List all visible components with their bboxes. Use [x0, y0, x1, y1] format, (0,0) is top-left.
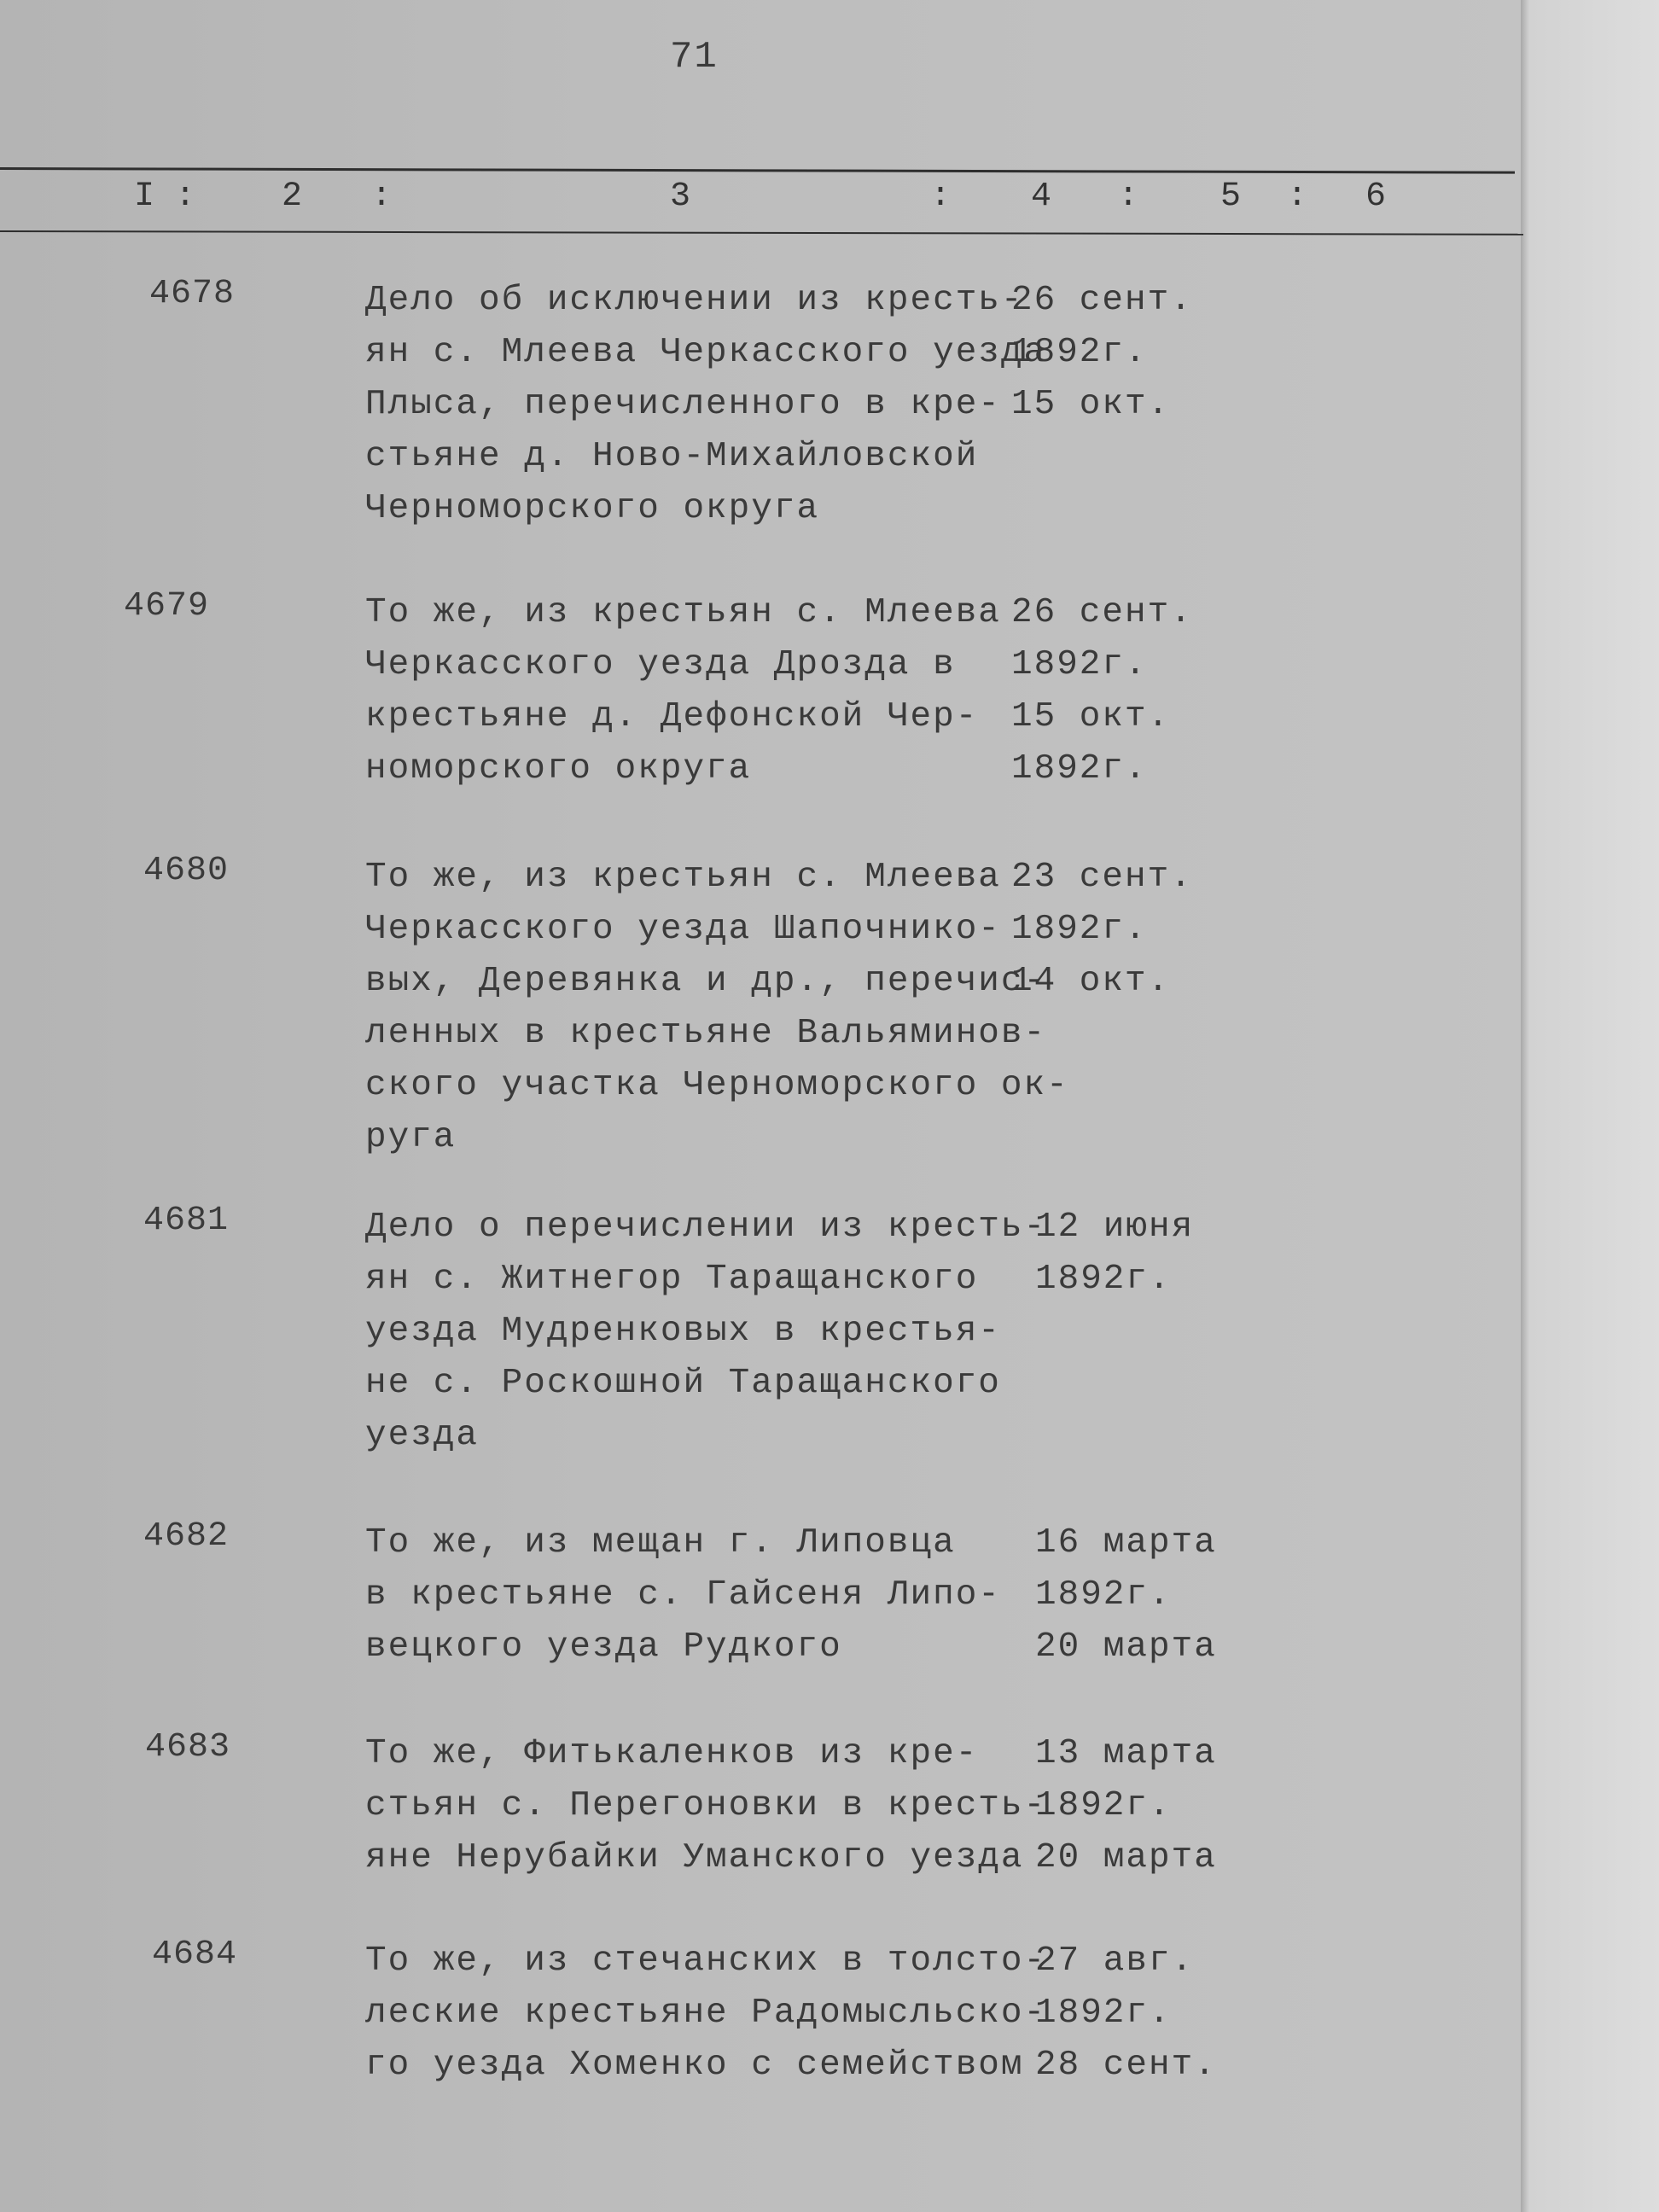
column-separator: : [175, 178, 196, 216]
column-header-4: 4 [1031, 178, 1052, 216]
description-line: То же, из крестьян с. Млеева [365, 593, 1001, 632]
entry-dates [1035, 1202, 1194, 1306]
entry-description [365, 275, 1047, 535]
date-line: 1892г. [1011, 749, 1148, 789]
page-number: 71 [670, 36, 719, 79]
column-header-1: I [134, 178, 155, 216]
entry-dates [1011, 587, 1193, 795]
description-line: То же, Фитькаленков из кре- [365, 1734, 979, 1773]
description-line: руга [365, 1118, 457, 1157]
description-line: ян с. Житнегор Таращанского [365, 1260, 979, 1299]
entry-description [365, 1202, 1047, 1462]
date-line: 1892г. [1035, 1260, 1172, 1299]
entry-description [365, 1936, 1047, 2092]
date-line: 27 авг. [1035, 1941, 1195, 1981]
date-line: 16 марта [1035, 1523, 1217, 1563]
column-header-3: 3 [670, 178, 691, 216]
entry-description [365, 852, 1069, 1164]
description-line: Дело об исключении из кресть- [365, 281, 1024, 320]
description-line: крестьяне д. Дефонской Чер- [365, 697, 979, 736]
entry-number: 4679 [124, 587, 210, 626]
entry-dates [1035, 1517, 1217, 1674]
description-line: Черноморского округа [365, 489, 820, 528]
date-line: 28 сент. [1035, 2046, 1217, 2085]
entry-number: 4681 [143, 1202, 230, 1240]
description-line: стьян с. Перегоновки в кресть- [365, 1786, 1047, 1825]
column-header-5: 5 [1220, 178, 1242, 216]
column-header-2: 2 [282, 178, 303, 216]
entry-dates [1035, 1936, 1217, 2092]
date-line: 13 марта [1035, 1734, 1217, 1773]
description-line: го уезда Хоменко с семейством [365, 2046, 1024, 2085]
page-edge [1521, 0, 1659, 2212]
description-line: в крестьяне с. Гайсеня Липо- [365, 1575, 1001, 1615]
description-line: вецкого уезда Рудкого [365, 1627, 842, 1667]
entry-dates [1035, 1728, 1217, 1884]
column-separator: : [1287, 178, 1308, 216]
date-line: 12 июня [1035, 1208, 1195, 1247]
description-line: уезда Мудренковых в крестья- [365, 1312, 1001, 1351]
column-separator: : [930, 178, 952, 216]
description-line: Плыса, перечисленного в кре- [365, 385, 1001, 424]
description-line: вых, Деревянка и др., перечис- [365, 962, 1047, 1001]
entry-number: 4684 [152, 1936, 238, 1974]
date-line: 1892г. [1035, 1994, 1172, 2033]
entry-number: 4678 [149, 275, 236, 313]
description-line: не с. Роскошной Таращанского [365, 1364, 1001, 1403]
description-line: То же, из крестьян с. Млеева [365, 858, 1001, 897]
entry-description [365, 587, 1022, 795]
date-line: 15 окт. [1011, 385, 1171, 424]
description-line: номорского округа [365, 749, 752, 789]
entry-dates [1011, 852, 1193, 1008]
date-line: 1892г. [1035, 1575, 1172, 1615]
date-line: 1892г. [1035, 1786, 1172, 1825]
column-header-6: 6 [1365, 178, 1387, 216]
description-line: Дело о перечислении из кресть- [365, 1208, 1047, 1247]
entry-number: 4682 [143, 1517, 230, 1556]
column-separator: : [1118, 178, 1139, 216]
date-line: 20 марта [1035, 1838, 1217, 1877]
description-line: Черкасского уезда Дрозда в [365, 645, 956, 684]
description-line: Черкасского уезда Шапочнико- [365, 910, 1001, 949]
entry-description [365, 1728, 1047, 1884]
entry-number: 4683 [145, 1728, 231, 1767]
date-line: 23 сент. [1011, 858, 1193, 897]
description-line: ского участка Черноморского ок- [365, 1066, 1069, 1105]
description-line: стьяне д. Ново-Михайловской [365, 437, 979, 476]
description-line: ян с. Млеева Черкасского уезда [365, 333, 1047, 372]
date-line: 1892г. [1011, 910, 1148, 949]
description-line: яне Нерубайки Уманского уезда [365, 1838, 1024, 1877]
date-line: 15 окт. [1011, 697, 1171, 736]
date-line: 26 сент. [1011, 593, 1193, 632]
description-line: леские крестьяне Радомысльско- [365, 1994, 1047, 2033]
column-separator: : [371, 178, 393, 216]
description-line: То же, из мещан г. Липовца [365, 1523, 956, 1563]
date-line: 14 окт. [1011, 962, 1171, 1001]
date-line: 20 марта [1035, 1627, 1217, 1667]
date-line: 1892г. [1011, 333, 1148, 372]
description-line: ленных в крестьяне Вальяминов- [365, 1014, 1047, 1053]
date-line: 26 сент. [1011, 281, 1193, 320]
date-line: 1892г. [1011, 645, 1148, 684]
entry-dates [1011, 275, 1193, 431]
entry-description [365, 1517, 1022, 1674]
description-line: То же, из стечанских в толсто- [365, 1941, 1047, 1981]
entry-number: 4680 [143, 852, 230, 890]
description-line: уезда [365, 1416, 480, 1455]
